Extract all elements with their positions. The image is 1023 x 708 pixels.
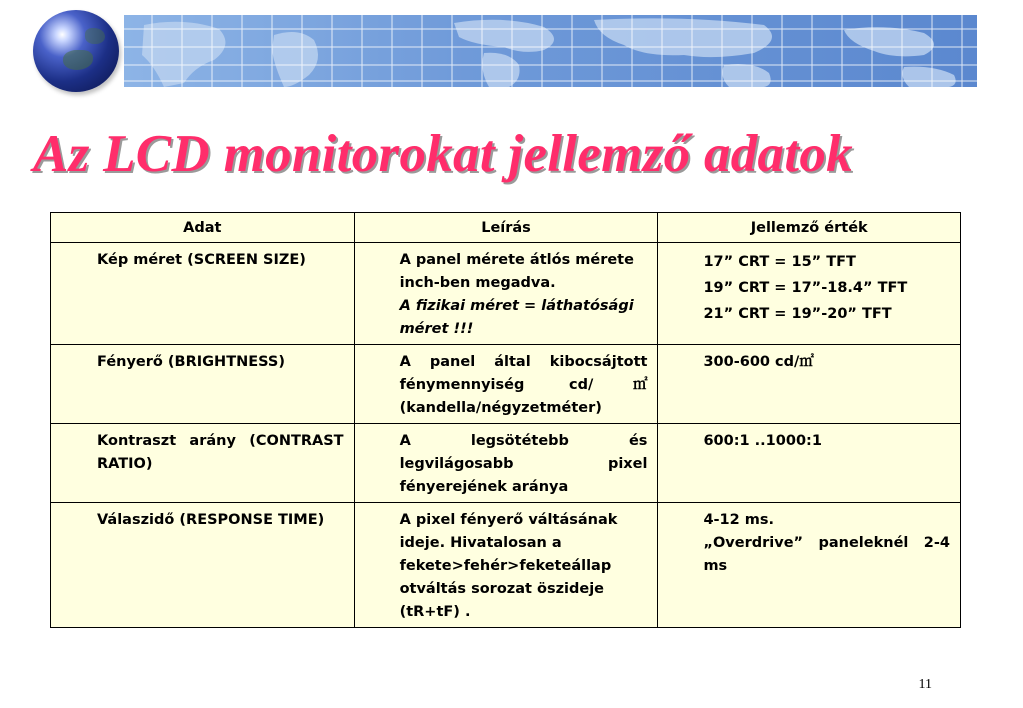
- cell-ertek: [658, 503, 961, 628]
- column-header-leiras: Leírás: [354, 213, 658, 243]
- cell-ertek: [658, 243, 961, 345]
- table-header-row: [51, 213, 961, 243]
- world-map-banner: [124, 15, 977, 87]
- spec-table: [50, 212, 961, 628]
- value-line: 17” CRT = 15” TFT: [703, 254, 856, 270]
- cell-text: A panel mérete átlós mérete inch-ben megadva.: [399, 252, 634, 291]
- table-row: [51, 503, 961, 628]
- value-line: 21” CRT = 19”-20” TFT: [703, 306, 892, 322]
- cell-adat: [51, 345, 355, 424]
- value-line: „Overdrive” paneleknél 2-4 ms: [703, 535, 950, 574]
- cell-leiras: [354, 243, 658, 345]
- cell-adat: Kontraszt arány (CONTRAST RATIO): [51, 424, 355, 503]
- cell-adat: [51, 243, 355, 345]
- cell-adat: Válaszidő (RESPONSE TIME): [51, 503, 355, 628]
- cell-leiras: A pixel fényerő váltásának ideje. Hivatalosan a fekete>fehér>feketeállap otváltás sorozat öszideje (tR+tF) .: [354, 503, 658, 628]
- page-number: 11: [918, 677, 932, 692]
- column-header-adat: Adat: [51, 213, 355, 243]
- cell-text: Fényerő (BRIGHTNESS): [97, 354, 285, 370]
- table-row: [51, 345, 961, 424]
- cell-note: A fizikai méret = láthatósági méret !!!: [399, 298, 634, 337]
- table-row: [51, 424, 961, 503]
- cell-ertek: 300-600 cd/㎡: [658, 345, 961, 424]
- value-line: 19” CRT = 17”-18.4” TFT: [703, 280, 908, 296]
- cell-text: Kép méret (SCREEN SIZE): [97, 252, 306, 268]
- cell-leiras: A legsötétebb és legvilágosabb pixel fényerejének aránya: [354, 424, 658, 503]
- table-row: [51, 243, 961, 345]
- globe-icon: [33, 10, 119, 92]
- cell-leiras: A panel által kibocsájtott fénymennyiség cd/㎡ (kandella/négyzetméter): [354, 345, 658, 424]
- cell-ertek: 600:1 ..1000:1: [658, 424, 961, 503]
- page-title: Az LCD monitorokat jellemző adatok: [33, 125, 853, 183]
- column-header-ertek: Jellemző érték: [658, 213, 961, 243]
- value-line: 4-12 ms.: [703, 512, 775, 528]
